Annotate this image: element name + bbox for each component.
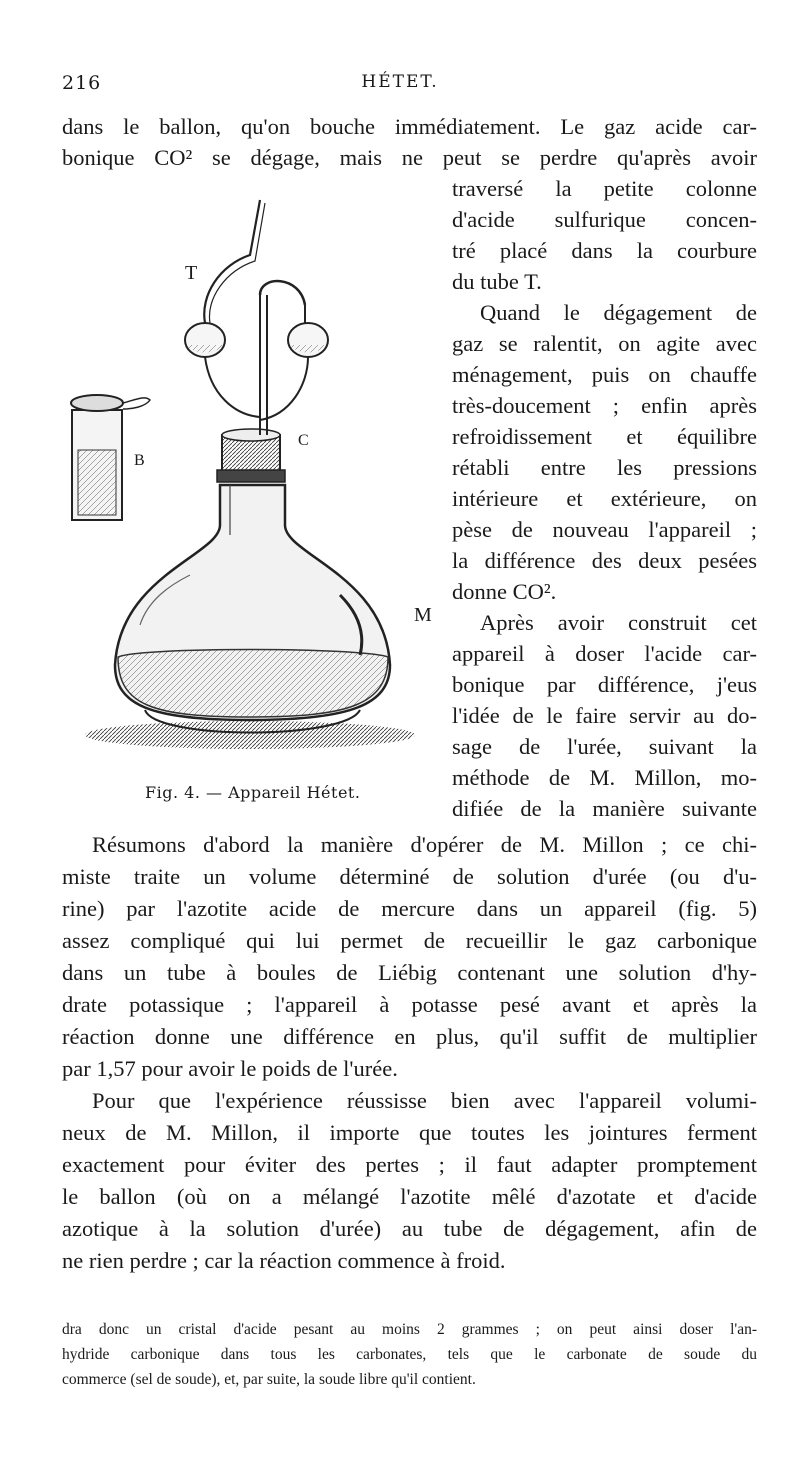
- flask-liquid: [118, 650, 388, 718]
- text-line: Résumons d'abord la manière d'opérer de M. Millon ; ce chi-: [92, 832, 757, 857]
- text-line: l'idée de le faire servir au do-: [452, 703, 757, 728]
- text-line: bonique par différence, j'eus: [452, 672, 757, 697]
- text-line: intérieure et extérieure, on: [452, 486, 757, 511]
- text-line: gaz se ralentit, on agite avec: [452, 331, 757, 356]
- text-line: exactement pour éviter des pertes ; il faut adapter promptement: [62, 1152, 757, 1177]
- figure-label-B: B: [134, 452, 145, 469]
- figure-label-M: M: [414, 604, 432, 626]
- text-line: rine) par l'azotite acide de mercure dans un appareil (fig. 5): [62, 896, 757, 921]
- text-line: sage de l'urée, suivant la: [452, 734, 757, 759]
- text-line: difiée de la manière suivante: [452, 796, 757, 821]
- text-line: dans un tube à boules de Liébig contenant une solution d'hy-: [62, 960, 757, 985]
- text-line: drate potassique ; l'appareil à potasse pesé avant et après la: [62, 992, 757, 1017]
- text-line: Quand le dégagement de: [480, 300, 757, 325]
- footnote-line: commerce (sel de soude), et, par suite, la soude libre qu'il contient.: [62, 1371, 476, 1388]
- running-title: HÉTET.: [361, 72, 439, 92]
- bottle-B-neck: [71, 395, 123, 411]
- text-line: du tube T.: [452, 269, 542, 294]
- text-line: pèse de nouveau l'appareil ;: [452, 517, 757, 542]
- text-line: par 1,57 pour avoir le poids de l'urée.: [62, 1056, 398, 1081]
- text-line: très-doucement ; enfin après: [452, 393, 757, 418]
- text-line: bonique CO² se dégage, mais ne peut se perdre qu'après avoir: [62, 145, 757, 170]
- text-line: neux de M. Millon, il importe que toutes les jointures ferment: [62, 1120, 757, 1145]
- figure-label-C: C: [298, 432, 309, 449]
- text-line: azotique à la solution d'urée) au tube de dégagement, afin de: [62, 1216, 757, 1241]
- stopper-collar: [217, 470, 285, 482]
- tube-segment: [205, 357, 260, 417]
- footnote-line: hydride carbonique dans tous les carbonates, tels que le carbonate de soude du: [62, 1346, 757, 1363]
- text-line: donne CO².: [452, 579, 557, 604]
- page-number: 216: [62, 72, 102, 94]
- text-line: méthode de M. Millon, mo-: [452, 765, 757, 790]
- text-line: appareil à doser l'acide car-: [452, 641, 757, 666]
- text-line: le ballon (où on a mélangé l'azotite mêlé d'azotate et d'acide: [62, 1184, 757, 1209]
- tube-T: [204, 200, 260, 323]
- bottle-B-liquid: [78, 450, 116, 515]
- text-line: d'acide sulfurique concen-: [452, 207, 757, 232]
- text-line: rétabli entre les pressions: [452, 455, 757, 480]
- page-header: [62, 72, 738, 98]
- text-line: ne rien perdre ; car la réaction commence à froid.: [62, 1248, 506, 1273]
- text-line: assez compliqué qui lui permet de recueillir le gaz carbonique: [62, 928, 757, 953]
- text-line: Après avoir construit cet: [480, 610, 757, 635]
- flask-shadow: [85, 721, 415, 749]
- text-line: réaction donne une différence en plus, qu'il suffit de multiplier: [62, 1024, 757, 1049]
- bottle-B-handle: [123, 398, 150, 409]
- footnote-line: dra donc un cristal d'acide pesant au moins 2 grammes ; on peut ainsi doser l'an-: [62, 1321, 757, 1338]
- figure-caption: Fig. 4. — Appareil Hétet.: [145, 783, 361, 802]
- figure-label-T: T: [185, 262, 198, 284]
- text-line: dans le ballon, qu'on bouche immédiatement. Le gaz acide car-: [62, 114, 757, 139]
- stopper-top: [222, 429, 280, 441]
- text-line: ménagement, puis on chauffe: [452, 362, 757, 387]
- text-line: miste traite un volume déterminé de solution d'urée (ou d'u-: [62, 864, 757, 889]
- apparatus-illustration: [60, 195, 440, 765]
- text-line: tré placé dans la courbure: [452, 238, 757, 263]
- text-line: Pour que l'expérience réussisse bien avec l'appareil volumi-: [92, 1088, 757, 1113]
- text-line: traversé la petite colonne: [452, 176, 757, 201]
- text-line: la différence des deux pesées: [452, 548, 757, 573]
- text-line: refroidissement et équilibre: [452, 424, 757, 449]
